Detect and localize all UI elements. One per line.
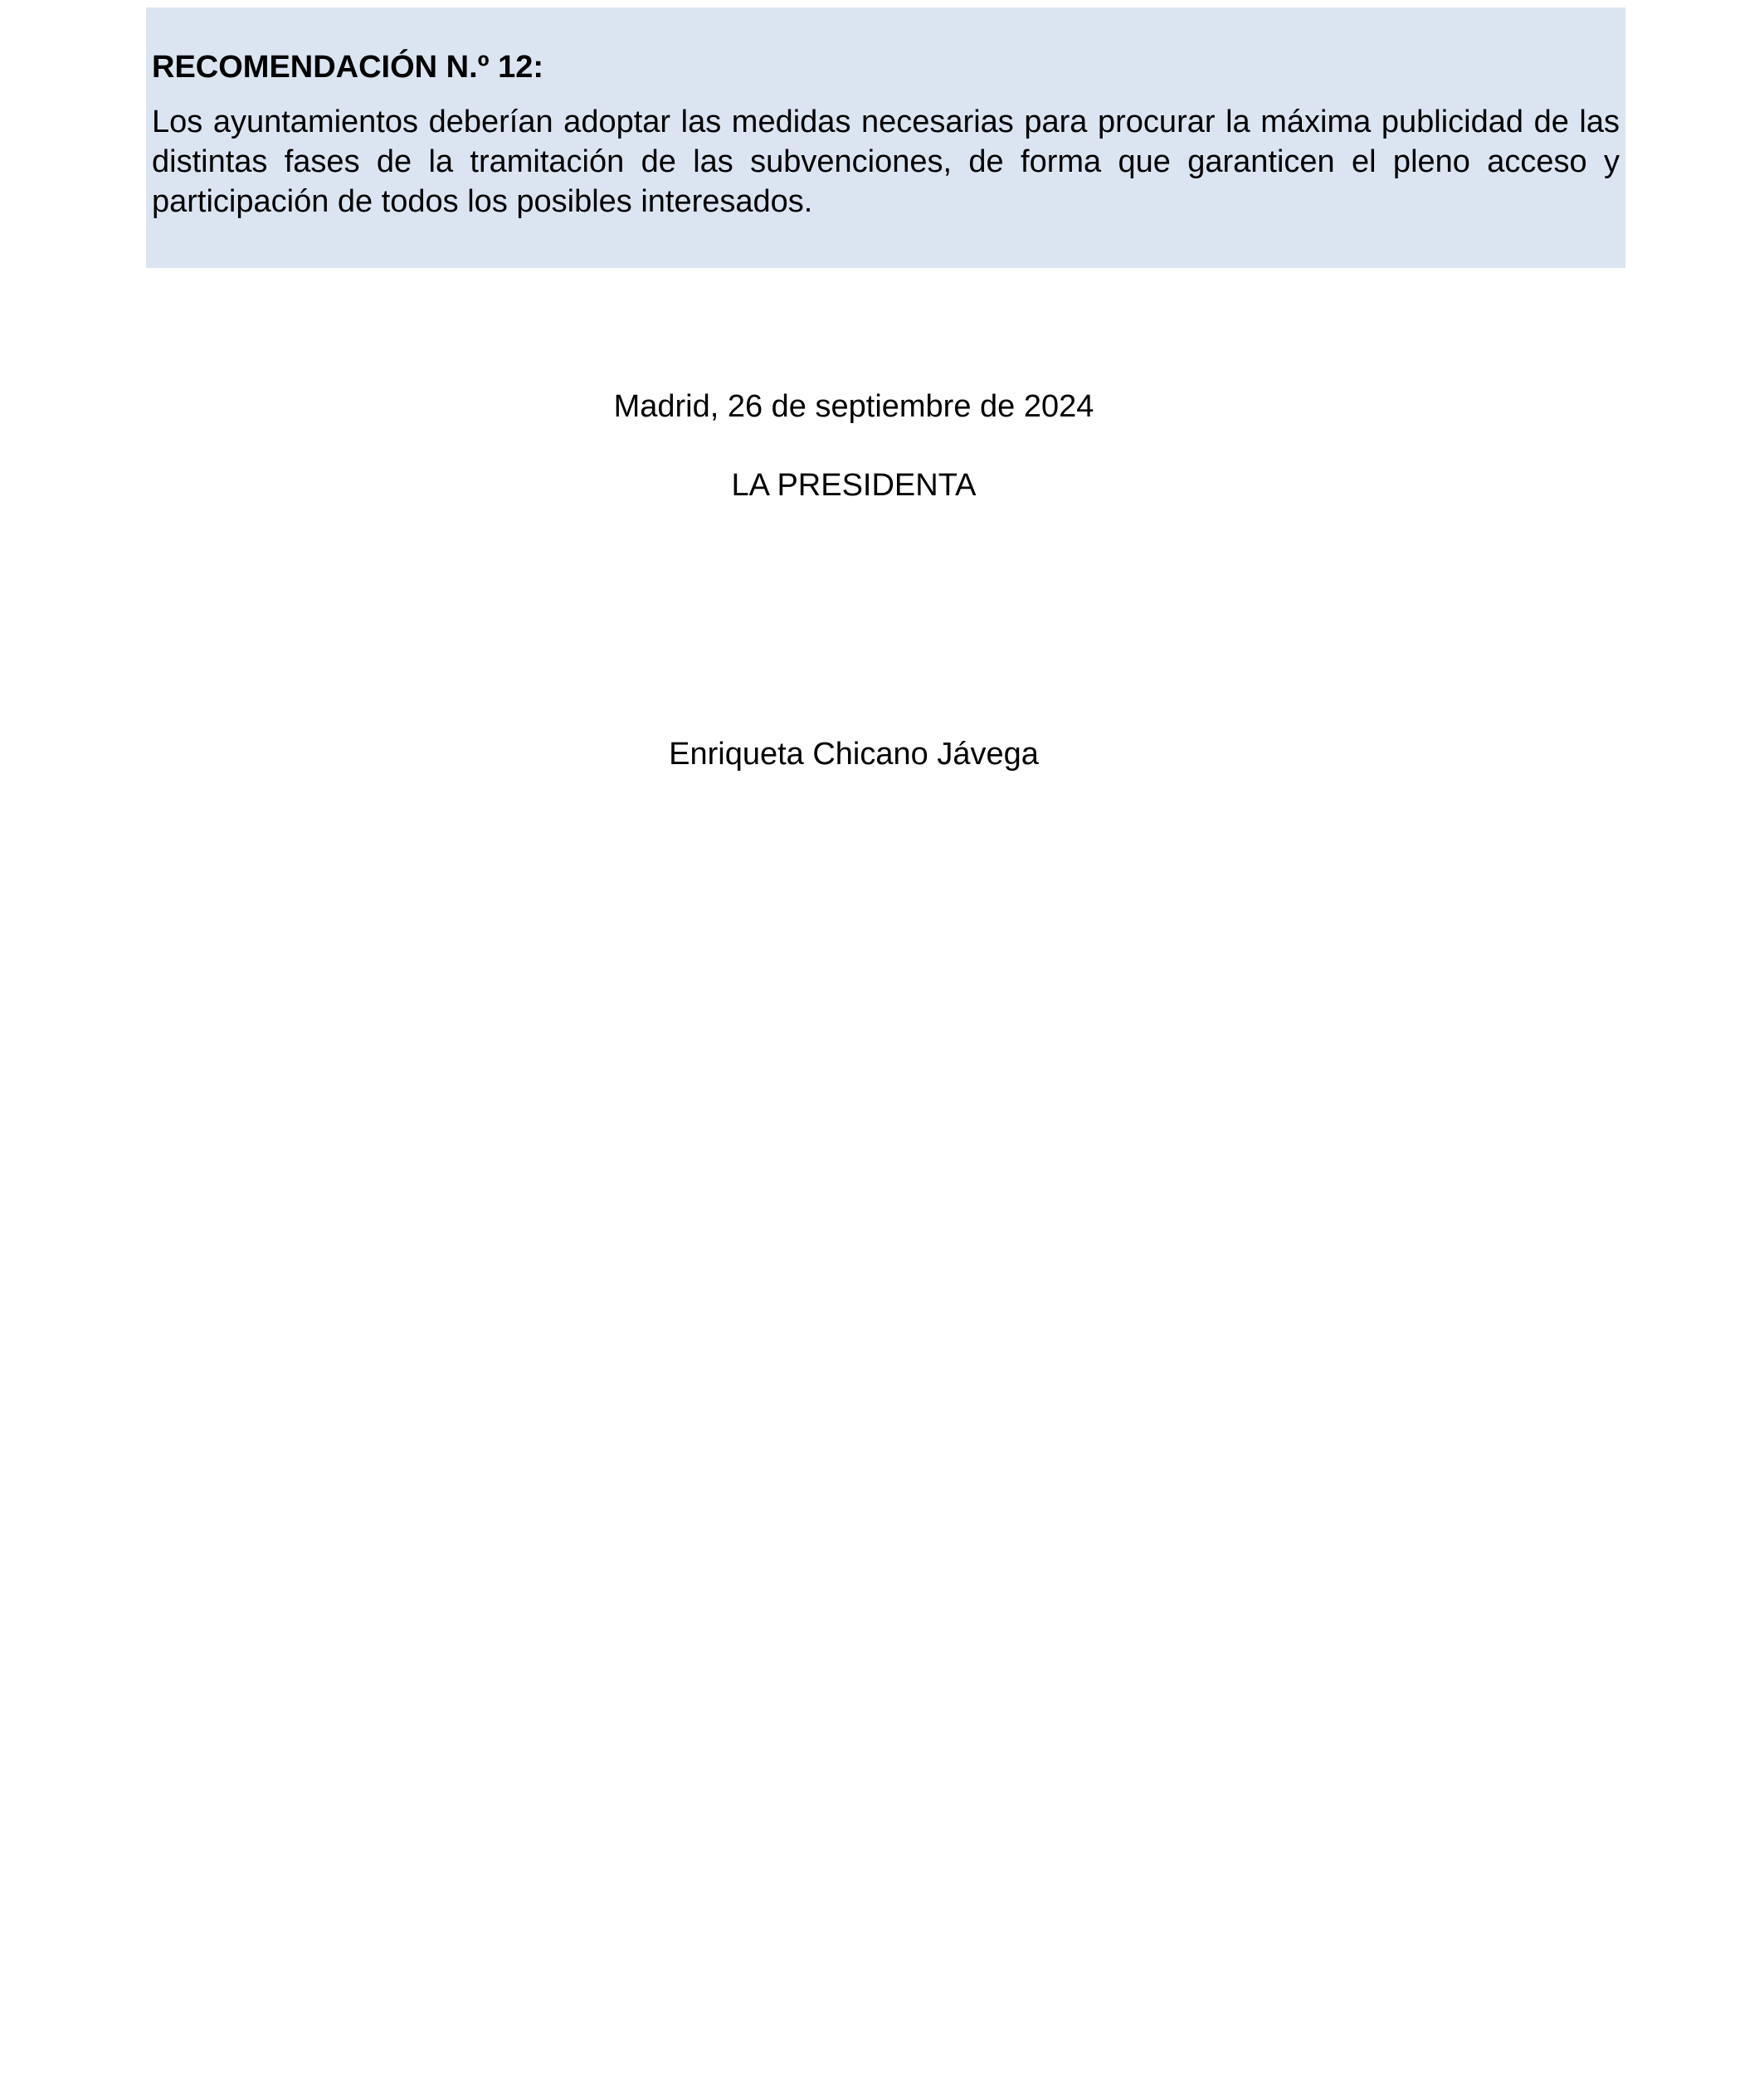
recommendation-box	[146, 7, 1625, 268]
signatory-name: Enriqueta Chicano Jávega	[669, 737, 1039, 772]
signatory-role: LA PRESIDENTA	[731, 468, 977, 503]
recommendation-title: RECOMENDACIÓN N.º 12:	[152, 50, 544, 85]
recommendation-body: Los ayuntamientos deberían adoptar las medidas necesarias para procurar la máxima publicidad de las distintas fases de la tramitación de las subvenciones, de forma que garanticen el pleno acceso y participación de todos los posibles interesados.	[152, 105, 1620, 219]
place-date: Madrid, 26 de septiembre de 2024	[613, 389, 1094, 424]
